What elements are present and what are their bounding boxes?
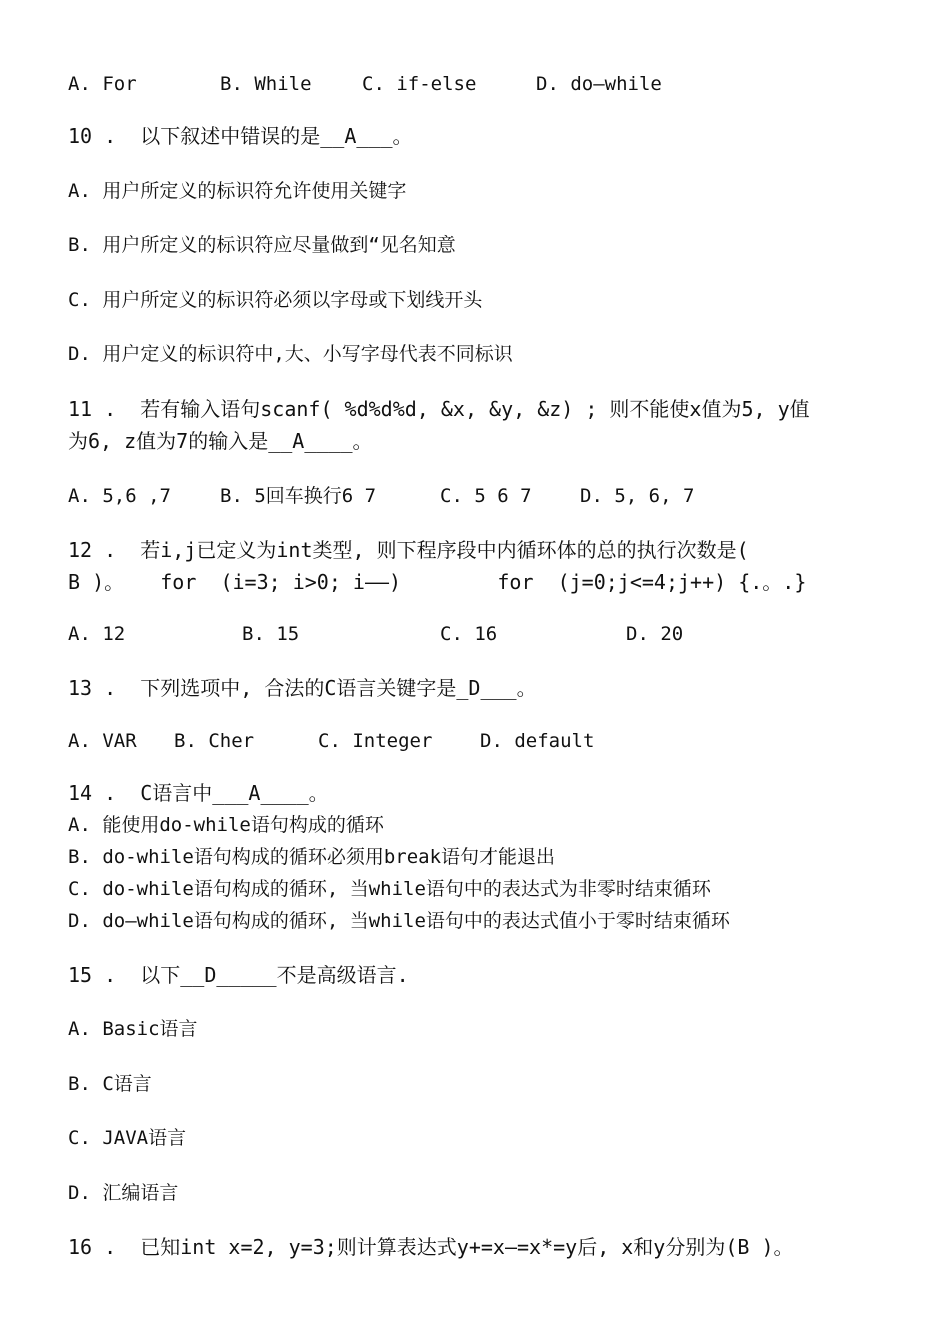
- q12-option-a: A. 12: [68, 623, 126, 645]
- q15-option-b: B. C语言: [68, 1073, 152, 1095]
- q13-option-b: B. Cher: [174, 730, 255, 752]
- q16-question: 16 . 已知int x=2, y=3;则计算表达式y+=x—=x*=y后, x和y分别为(B )。: [68, 1235, 794, 1259]
- q9-option-d: D. do—while: [536, 73, 662, 95]
- q13-option-d: D. default: [480, 730, 595, 752]
- q15-question: 15 . 以下__D_____不是高级语言.: [68, 963, 409, 987]
- q11-option-d: D. 5, 6, 7: [580, 485, 695, 507]
- q13-option-a: A. VAR: [68, 730, 137, 752]
- q11-option-c: C. 5 6 7: [440, 485, 532, 507]
- q13-question: 13 . 下列选项中, 合法的C语言关键字是_D___。: [68, 676, 537, 700]
- q13-options: [68, 729, 928, 753]
- q9-options: [68, 72, 928, 96]
- q10-option-a: A. 用户所定义的标识符允许使用关键字: [68, 180, 407, 202]
- q11-option-a: A. 5,6 ,7: [68, 485, 171, 507]
- q12-option-d: D. 20: [626, 623, 684, 645]
- q15-option-c: C. JAVA语言: [68, 1127, 187, 1149]
- q10-question: 10 . 以下叙述中错误的是__A___。: [68, 124, 413, 148]
- q10-option-d: D. 用户定义的标识符中,大、小写字母代表不同标识: [68, 343, 513, 365]
- q11-question-line2: 为6, z值为7的输入是__A____。: [68, 429, 373, 453]
- q13-option-c: C. Integer: [318, 730, 433, 752]
- q15-option-a: A. Basic语言: [68, 1018, 198, 1040]
- q14-option-d: D. do—while语句构成的循环, 当while语句中的表达式值小于零时结束循环: [68, 910, 730, 932]
- q14-option-a: A. 能使用do-while语句构成的循环: [68, 814, 384, 836]
- q9-option-a: A. For: [68, 73, 137, 95]
- q12-question-line1: 12 . 若i,j已定义为int类型, 则下程序段中内循环体的总的执行次数是(: [68, 538, 749, 562]
- q9-option-b: B. While: [220, 73, 312, 95]
- q12-option-b: B. 15: [242, 623, 300, 645]
- q14-option-c: C. do-while语句构成的循环, 当while语句中的表达式为非零时结束循环: [68, 878, 711, 900]
- q14-option-b: B. do-while语句构成的循环必须用break语句才能退出: [68, 846, 556, 868]
- q10-option-c: C. 用户所定义的标识符必须以字母或下划线开头: [68, 289, 483, 311]
- q9-option-c: C. if-else: [362, 73, 477, 95]
- q11-options: [68, 484, 928, 508]
- q14-question: 14 . C语言中___A____。: [68, 781, 329, 805]
- q11-option-b: B. 5回车换行6 7: [220, 485, 377, 507]
- q15-option-d: D. 汇编语言: [68, 1182, 179, 1204]
- q12-options: [68, 622, 928, 646]
- q12-question-line2: B )。 for (i=3; i>0; i——) for (j=0;j<=4;j++) {.。.}: [68, 570, 807, 594]
- q10-option-b: B. 用户所定义的标识符应尽量做到“见名知意: [68, 234, 456, 256]
- q12-option-c: C. 16: [440, 623, 498, 645]
- q11-question-line1: 11 . 若有输入语句scanf( %d%d%d, &x, &y, &z) ; 则不能使x值为5, y值: [68, 397, 810, 421]
